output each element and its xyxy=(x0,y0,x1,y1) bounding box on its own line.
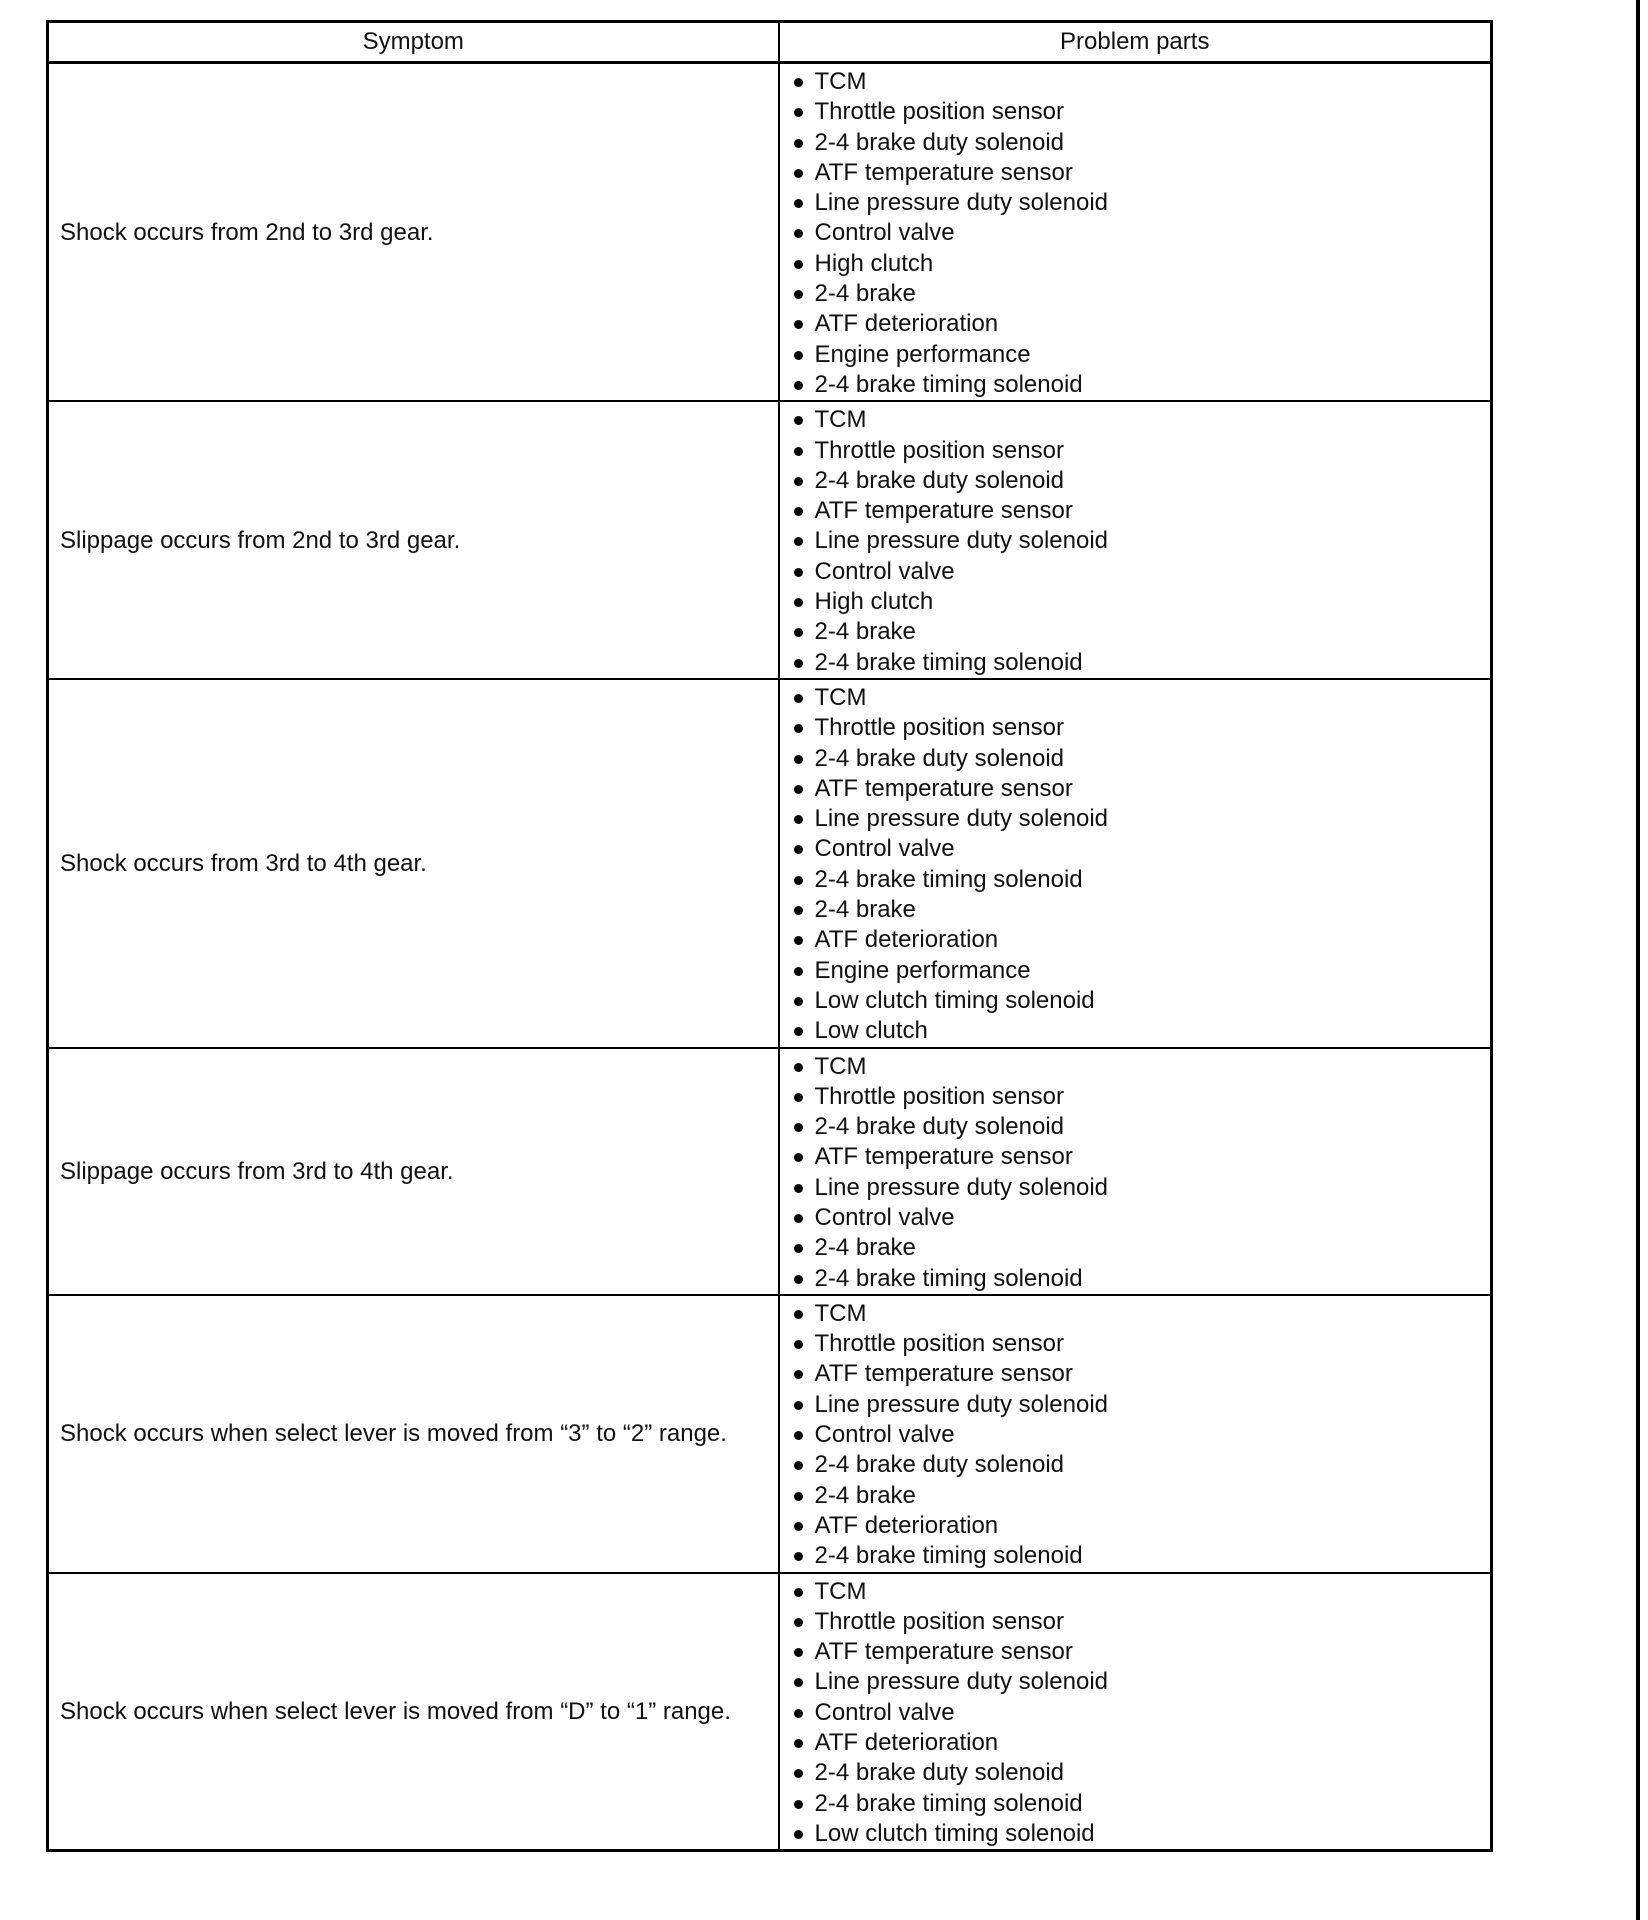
problem-part-label: Control valve xyxy=(814,1203,955,1231)
problem-part-label: ATF temperature sensor xyxy=(814,774,1073,802)
problem-part-label: 2-4 brake timing solenoid xyxy=(814,370,1083,398)
bullet-icon xyxy=(794,1739,803,1748)
problem-part-label: Control valve xyxy=(814,557,955,585)
list-item xyxy=(790,1450,1491,1480)
list-item xyxy=(790,587,1491,617)
problem-parts-cell xyxy=(779,63,1492,402)
bullet-icon xyxy=(794,139,803,148)
problem-part-label: TCM xyxy=(814,1299,867,1327)
symptom-table xyxy=(46,20,1493,1852)
problem-parts-list xyxy=(780,64,1491,400)
problem-part-label: ATF temperature sensor xyxy=(814,1360,1073,1388)
list-item xyxy=(790,309,1491,339)
list-item xyxy=(790,1142,1491,1172)
symptom-cell: Shock occurs from 3rd to 4th gear. xyxy=(48,679,779,1048)
bullet-icon xyxy=(794,1618,803,1627)
problem-parts-column-header: Problem parts xyxy=(779,22,1492,63)
bullet-icon xyxy=(794,320,803,329)
bullet-icon xyxy=(794,290,803,299)
bullet-icon xyxy=(794,447,803,456)
bullet-icon xyxy=(794,694,803,703)
list-item xyxy=(790,97,1491,127)
problem-part-label: Throttle position sensor xyxy=(814,1082,1064,1110)
problem-part-label: Line pressure duty solenoid xyxy=(814,189,1109,217)
table-row xyxy=(48,1048,1492,1295)
list-item xyxy=(790,1359,1491,1389)
problem-part-label: 2-4 brake timing solenoid xyxy=(814,648,1083,676)
list-item xyxy=(790,1728,1491,1758)
list-item xyxy=(790,956,1491,986)
list-item xyxy=(790,774,1491,804)
list-item xyxy=(790,1299,1491,1329)
problem-part-label: Low clutch timing solenoid xyxy=(814,1819,1095,1847)
problem-part-label: 2-4 brake xyxy=(814,1234,916,1262)
list-item xyxy=(790,158,1491,188)
list-item xyxy=(790,557,1491,587)
bullet-icon xyxy=(794,997,803,1006)
bullet-icon xyxy=(794,1709,803,1718)
problem-part-label: TCM xyxy=(814,683,867,711)
list-item xyxy=(790,1016,1491,1046)
bullet-icon xyxy=(794,507,803,516)
problem-parts-list xyxy=(780,1574,1491,1850)
list-item xyxy=(790,128,1491,158)
problem-part-label: Throttle position sensor xyxy=(814,98,1064,126)
list-item xyxy=(790,1758,1491,1788)
list-item xyxy=(790,436,1491,466)
list-item xyxy=(790,1789,1491,1819)
bullet-icon xyxy=(794,1492,803,1501)
bullet-icon xyxy=(794,815,803,824)
problem-part-label: Throttle position sensor xyxy=(814,714,1064,742)
bullet-icon xyxy=(794,1153,803,1162)
symptom-cell: Shock occurs when select lever is moved from “3” to “2” range. xyxy=(48,1295,779,1573)
bullet-icon xyxy=(794,785,803,794)
bullet-icon xyxy=(794,1461,803,1470)
problem-part-label: 2-4 brake timing solenoid xyxy=(814,1542,1083,1570)
table-body xyxy=(48,63,1492,1851)
problem-part-label: ATF deterioration xyxy=(814,1729,999,1757)
problem-part-label: ATF deterioration xyxy=(814,1511,999,1539)
list-item xyxy=(790,1264,1491,1294)
bullet-icon xyxy=(794,659,803,668)
list-item xyxy=(790,986,1491,1016)
bullet-icon xyxy=(794,1370,803,1379)
problem-parts-list xyxy=(780,1049,1491,1294)
list-item xyxy=(790,1052,1491,1082)
bullet-icon xyxy=(794,1310,803,1319)
list-item xyxy=(790,1420,1491,1450)
bullet-icon xyxy=(794,936,803,945)
bullet-icon xyxy=(794,260,803,269)
bullet-icon xyxy=(794,1275,803,1284)
problem-part-label: TCM xyxy=(814,1577,867,1605)
list-item xyxy=(790,1112,1491,1142)
problem-part-label: TCM xyxy=(814,1052,867,1080)
problem-part-label: Line pressure duty solenoid xyxy=(814,1173,1109,1201)
bullet-icon xyxy=(794,1401,803,1410)
problem-part-label: 2-4 brake duty solenoid xyxy=(814,1759,1064,1787)
problem-part-label: Line pressure duty solenoid xyxy=(814,527,1109,555)
problem-part-label: Low clutch xyxy=(814,1017,928,1045)
list-item xyxy=(790,370,1491,400)
list-item xyxy=(790,865,1491,895)
list-item xyxy=(790,1203,1491,1233)
list-item xyxy=(790,1607,1491,1637)
bullet-icon xyxy=(794,1244,803,1253)
problem-part-label: 2-4 brake duty solenoid xyxy=(814,1451,1064,1479)
list-item xyxy=(790,713,1491,743)
bullet-icon xyxy=(794,1214,803,1223)
table-row xyxy=(48,679,1492,1048)
bullet-icon xyxy=(794,1431,803,1440)
problem-part-label: Control valve xyxy=(814,219,955,247)
bullet-icon xyxy=(794,967,803,976)
problem-part-label: Throttle position sensor xyxy=(814,436,1064,464)
list-item xyxy=(790,340,1491,370)
list-item xyxy=(790,895,1491,925)
list-item xyxy=(790,617,1491,647)
bullet-icon xyxy=(794,1678,803,1687)
problem-parts-cell xyxy=(779,679,1492,1048)
bullet-icon xyxy=(794,169,803,178)
list-item xyxy=(790,834,1491,864)
list-item xyxy=(790,1173,1491,1203)
bullet-icon xyxy=(794,755,803,764)
list-item xyxy=(790,249,1491,279)
problem-part-label: 2-4 brake timing solenoid xyxy=(814,1264,1083,1292)
list-item xyxy=(790,1233,1491,1263)
problem-part-label: Line pressure duty solenoid xyxy=(814,1668,1109,1696)
list-item xyxy=(790,804,1491,834)
symptom-cell: Shock occurs when select lever is moved from “D” to “1” range. xyxy=(48,1573,779,1851)
problem-part-label: 2-4 brake timing solenoid xyxy=(814,1789,1083,1817)
problem-part-label: ATF deterioration xyxy=(814,310,999,338)
problem-part-label: 2-4 brake duty solenoid xyxy=(814,466,1064,494)
problem-part-label: High clutch xyxy=(814,588,934,616)
problem-part-label: ATF temperature sensor xyxy=(814,497,1073,525)
list-item xyxy=(790,1667,1491,1697)
table-row xyxy=(48,63,1492,402)
bullet-icon xyxy=(794,1648,803,1657)
problem-part-label: TCM xyxy=(814,406,867,434)
table-row xyxy=(48,401,1492,679)
bullet-icon xyxy=(794,845,803,854)
symptom-cell: Shock occurs from 2nd to 3rd gear. xyxy=(48,63,779,402)
symptom-column-header: Symptom xyxy=(48,22,779,63)
problem-part-label: 2-4 brake duty solenoid xyxy=(814,1113,1064,1141)
problem-part-label: Engine performance xyxy=(814,956,1031,984)
problem-part-label: ATF temperature sensor xyxy=(814,158,1073,186)
bullet-icon xyxy=(794,906,803,915)
bullet-icon xyxy=(794,1522,803,1531)
page-edge-rule xyxy=(1636,0,1640,1920)
bullet-icon xyxy=(794,477,803,486)
bullet-icon xyxy=(794,1830,803,1839)
list-item xyxy=(790,1541,1491,1571)
list-item xyxy=(790,1481,1491,1511)
problem-part-label: Line pressure duty solenoid xyxy=(814,1390,1109,1418)
problem-part-label: Engine performance xyxy=(814,340,1031,368)
bullet-icon xyxy=(794,1552,803,1561)
problem-part-label: ATF temperature sensor xyxy=(814,1638,1073,1666)
bullet-icon xyxy=(794,876,803,885)
bullet-icon xyxy=(794,1093,803,1102)
list-item xyxy=(790,1577,1491,1607)
bullet-icon xyxy=(794,537,803,546)
bullet-icon xyxy=(794,568,803,577)
list-item xyxy=(790,1698,1491,1728)
problem-part-label: ATF deterioration xyxy=(814,926,999,954)
bullet-icon xyxy=(794,598,803,607)
problem-parts-cell xyxy=(779,1573,1492,1851)
problem-part-label: Control valve xyxy=(814,835,955,863)
problem-parts-list xyxy=(780,680,1491,1047)
list-item xyxy=(790,279,1491,309)
bullet-icon xyxy=(794,199,803,208)
list-item xyxy=(790,648,1491,678)
bullet-icon xyxy=(794,628,803,637)
problem-parts-list xyxy=(780,1296,1491,1572)
bullet-icon xyxy=(794,1340,803,1349)
list-item xyxy=(790,188,1491,218)
bullet-icon xyxy=(794,1588,803,1597)
problem-part-label: Control valve xyxy=(814,1698,955,1726)
bullet-icon xyxy=(794,1063,803,1072)
problem-parts-cell xyxy=(779,401,1492,679)
list-item xyxy=(790,925,1491,955)
list-item xyxy=(790,67,1491,97)
bullet-icon xyxy=(794,1800,803,1809)
list-item xyxy=(790,1082,1491,1112)
list-item xyxy=(790,1819,1491,1849)
bullet-icon xyxy=(794,351,803,360)
bullet-icon xyxy=(794,381,803,390)
problem-part-label: Control valve xyxy=(814,1421,955,1449)
bullet-icon xyxy=(794,416,803,425)
list-item xyxy=(790,1511,1491,1541)
list-item xyxy=(790,744,1491,774)
problem-part-label: 2-4 brake xyxy=(814,280,916,308)
bullet-icon xyxy=(794,229,803,238)
bullet-icon xyxy=(794,1769,803,1778)
problem-part-label: ATF temperature sensor xyxy=(814,1143,1073,1171)
list-item xyxy=(790,1329,1491,1359)
problem-part-label: 2-4 brake xyxy=(814,1481,916,1509)
list-item xyxy=(790,1390,1491,1420)
problem-part-label: TCM xyxy=(814,68,867,95)
problem-part-label: Throttle position sensor xyxy=(814,1607,1064,1635)
problem-parts-cell xyxy=(779,1048,1492,1295)
problem-part-label: 2-4 brake duty solenoid xyxy=(814,744,1064,772)
problem-part-label: Low clutch timing solenoid xyxy=(814,986,1095,1014)
symptom-cell: Slippage occurs from 2nd to 3rd gear. xyxy=(48,401,779,679)
problem-part-label: 2-4 brake xyxy=(814,618,916,646)
symptom-cell: Slippage occurs from 3rd to 4th gear. xyxy=(48,1048,779,1295)
problem-part-label: Line pressure duty solenoid xyxy=(814,805,1109,833)
bullet-icon xyxy=(794,724,803,733)
problem-part-label: 2-4 brake timing solenoid xyxy=(814,865,1083,893)
problem-part-label: 2-4 brake duty solenoid xyxy=(814,128,1064,156)
bullet-icon xyxy=(794,1027,803,1036)
table-row xyxy=(48,1573,1492,1851)
list-item xyxy=(790,683,1491,713)
table-header-row xyxy=(48,22,1492,63)
list-item xyxy=(790,1637,1491,1667)
list-item xyxy=(790,218,1491,248)
bullet-icon xyxy=(794,78,803,87)
bullet-icon xyxy=(794,1123,803,1132)
bullet-icon xyxy=(794,1184,803,1193)
table-row xyxy=(48,1295,1492,1573)
problem-part-label: Throttle position sensor xyxy=(814,1330,1064,1358)
problem-parts-list xyxy=(780,402,1491,678)
bullet-icon xyxy=(794,108,803,117)
problem-part-label: 2-4 brake xyxy=(814,896,916,924)
list-item xyxy=(790,405,1491,435)
problem-part-label: High clutch xyxy=(814,249,934,277)
list-item xyxy=(790,526,1491,556)
list-item xyxy=(790,496,1491,526)
problem-parts-cell xyxy=(779,1295,1492,1573)
list-item xyxy=(790,466,1491,496)
